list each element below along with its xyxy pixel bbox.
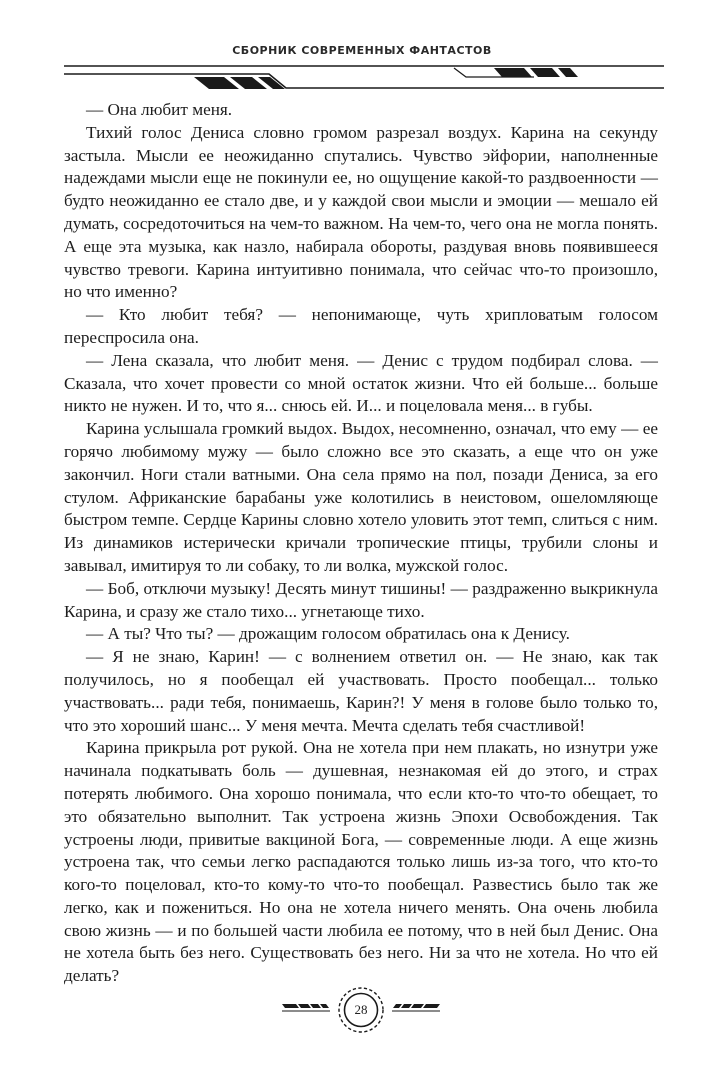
paragraph: — Она любит меня.: [86, 100, 233, 119]
paragraph: — Я не знаю, Карин! — с волнением ответил он. — Не знаю, как так получилось, но я пообещал ей участвовать. Просто пообещал... только участвовать... ради тебя, понимаешь, Карин?! У меня в голове было только то, что это хороший шанс... У меня мечта. Мечта сделать тебя счастливой!: [64, 647, 658, 735]
paragraph: — Кто любит тебя? — непонимающе, чуть хрипловатым голосом переспросила она.: [64, 305, 658, 347]
paragraph: Карина прикрыла рот рукой. Она не хотела при нем плакать, но изнутри уже начинала подкатывать боль — душевная, незнакомая ей до этого, и страх потерять любимого. Она хорошо понимала, что если кто-то что-то обещает, то это обязательно выполнит. Так устроена жизнь Эпохи Освобождения. Так устроены люди, привитые вакциной Бога, — современные люди. А еще жизнь устроена так, что семьи легко распадаются только лишь из-за того, что кто-то кого-то поцеловал, кто-то кому-то что-то пообещал. Развестись было так же легко, как и пожениться. Но она не хотела ничего менять. Она очень любила свою жизнь — и по большей части любила ее потому, что в ней был Денис. Она не хотела быть без него. Существовать без него. Ни за что не хотела. Но что ей делать?: [64, 738, 658, 986]
paragraph: — А ты? Что ты? — дрожащим голосом обратилась она к Денису.: [86, 624, 570, 644]
paragraph: Тихий голос Дениса словно громом разрезал воздух. Карина на секунду застыла. Мысли ее неожиданно спутались. Чувство эйфории, наполненные надеждами мысли еще не покинули ее, но ощущение какой-то раздвоенности — будто неожиданно ее стало две, и у каждой свои мысли и эмоции — мешало ей думать, сосредоточиться на чем-то важном. На чем-то, чего она не могла понять. А еще эта музыка, как назло, набирала обороты, раздувая вновь появившееся чувство тревоги. Карина интуитивно понимала, что сейчас что-то произошло, но что именно?: [64, 122, 658, 302]
paragraph: — Лена сказала, что любит меня. — Денис с трудом подбирал слова. — Сказала, что хочет провести со мной остаток жизни. Что ей больше... больше никто не нужен. И то, что я... снюсь ей. И... и поцеловала меня... в губы.: [64, 350, 658, 416]
page-number: 28: [354, 1002, 368, 1017]
paragraph: Карина услышала громкий выдох. Выдох, несомненно, означал, что ему — ее горячо любимому мужу — было сложно все это сказать, а еще что он уже закончил. Ноги стали ватными. Она села прямо на пол, позади Дениса, за его стулом. Африканские барабаны уже колотились в неистовом, ошеломляюще быстром темпе. Сердце Карины словно хотело уловить этот темп, слиться с ним. Из динамиков истерически кричали тропические птицы, трубили слоны и завывал, имитируя то ли собаку, то ли волка, мужской голос.: [64, 419, 658, 575]
running-header-title: СБОРНИК СОВРЕМЕННЫХ ФАНТАСТОВ: [232, 44, 492, 57]
header-ornament: [64, 60, 664, 92]
paragraph: — Боб, отключи музыку! Десять минут тишины! — раздраженно выкрикнула Карина, и сразу же стало тихо... угнетающе тихо.: [64, 578, 658, 621]
body-text: [64, 99, 658, 988]
